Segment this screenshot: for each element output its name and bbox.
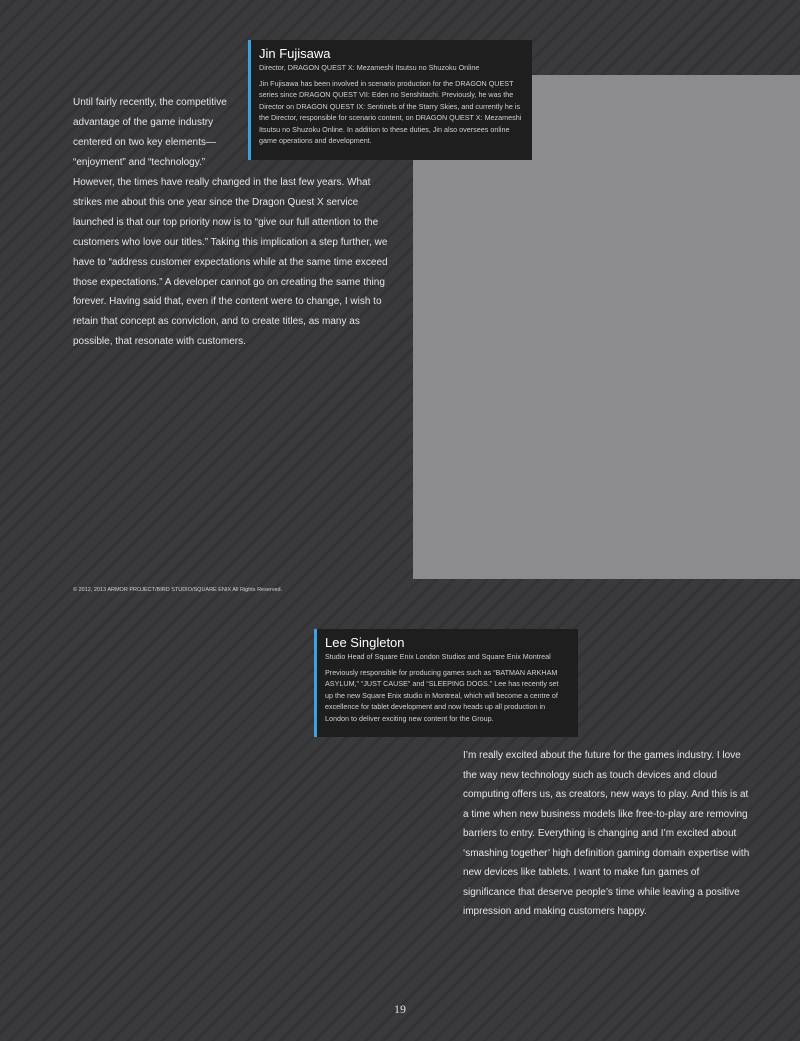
page-number: 19 [394, 1002, 406, 1016]
profile-name: Lee Singleton [325, 635, 405, 650]
profile-title: Director, DRAGON QUEST X: Mezameshi Itsutsu no Shuzoku Online [259, 63, 480, 72]
profile-card-jin-fujisawa [248, 40, 532, 160]
article1-continuation: However, the times have really changed in the last few years. What strikes me about this one year since the Dragon Quest X service launched is that our top priority now is to “give our full attention to the customers who love our titles.” Taking this implication a step further, we have to “address customer expectations while at the same time exceed those expectations.” A developer cannot go on creating the same thing forever. Having said that, even if the content were to change, I wish to retain that concept as conviction, and to create titles, as many as possible, that resonate with customers. [73, 177, 388, 348]
profile-title: Studio Head of Square Enix London Studios and Square Enix Montreal [325, 652, 551, 661]
profile-bio: Previously responsible for producing games such as “BATMAN ARKHAM ASYLUM,” “JUST CAUSE” and “SLEEPING DOGS.” Lee has recently set up the new Square Enix studio in Montreal, which will become a centre of excellence for tablet development and now heads up all production in London to deliver exciting new content for the Group. [325, 668, 559, 723]
profile-name: Jin Fujisawa [259, 46, 331, 61]
profile-card-lee-singleton [314, 629, 578, 737]
copyright-notice: © 2012, 2013 ARMOR PROJECT/BIRD STUDIO/SQUARE ENIX All Rights Reserved. [73, 587, 283, 593]
article1-intro: Until fairly recently, the competitive advantage of the game industry centered on two key elements— “enjoyment” and “technology.” [73, 97, 227, 168]
article2-text: I’m really excited about the future for the games industry. I love the way new technology such as touch devices and cloud computing offers us, as creators, new ways to play. And this is at a time when new business models like free-to-play are removing barriers to entry. Everything is changing and I’m excited about ‘smashing together’ high definition gaming domain expertise with new devices like tablets. I want to make fun games of significance that deserve people’s time while leaving a positive impression and making customers happy. [463, 750, 750, 917]
profile-bio: Jin Fujisawa has been involved in scenario production for the DRAGON QUEST series since DRAGON QUEST VII: Eden no Senshitachi. Previously, he was the Director on DRAGON QUEST IX: Sentinels of the Starry Skies, and currently he is the Director, responsible for scenario content, on DRAGON QUEST X: Mezameshi Itsutsu no Shuzoku Online. In addition to these duties, Jin also oversees online game operations and development. [259, 79, 522, 146]
